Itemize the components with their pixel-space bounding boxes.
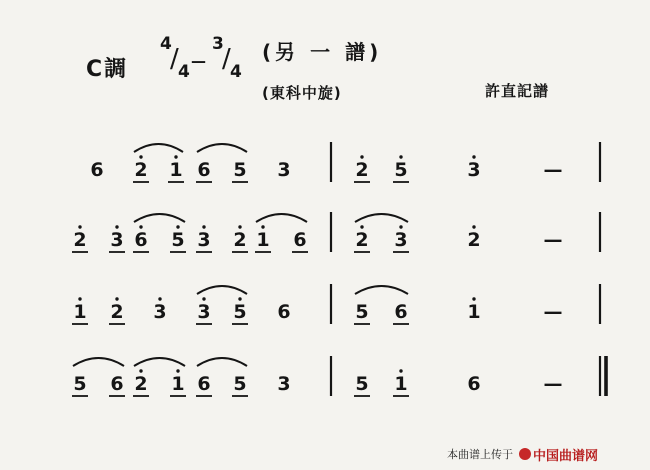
octave-dot	[202, 297, 205, 300]
note-6: 6	[293, 229, 307, 251]
note-5: 5	[171, 229, 185, 251]
note-2: 2	[355, 229, 369, 251]
octave-dot	[158, 297, 161, 300]
note-3: 3	[394, 229, 408, 251]
note-1: 1	[394, 373, 408, 395]
slur	[355, 214, 408, 222]
note-3: 3	[153, 301, 167, 323]
octave-dot	[115, 297, 118, 300]
recorder-credit: 許直記譜	[485, 82, 550, 100]
note-5: 5	[233, 159, 247, 181]
octave-dot	[472, 155, 475, 158]
key-signature: C調	[86, 57, 129, 82]
note-5: 5	[233, 373, 247, 395]
note-1: 1	[256, 229, 270, 251]
octave-dot	[399, 155, 402, 158]
origin-label: (東科中旋)	[262, 84, 342, 102]
logo-text: 中国曲谱网	[533, 448, 599, 464]
slur	[256, 214, 307, 222]
note-3: 3	[277, 373, 291, 395]
octave-dot	[139, 155, 142, 158]
meter-b-slash: /	[222, 44, 231, 74]
note-5: 5	[73, 373, 87, 395]
octave-dot	[176, 225, 179, 228]
note-1: 1	[467, 301, 481, 323]
note-5: 5	[355, 373, 369, 395]
octave-dot	[360, 225, 363, 228]
octave-dot	[176, 369, 179, 372]
octave-dot	[115, 225, 118, 228]
note-6: 6	[134, 229, 148, 251]
slur	[197, 358, 247, 366]
note-2: 2	[233, 229, 247, 251]
note-2: 2	[355, 159, 369, 181]
variant-label: (另 一 譜)	[262, 40, 383, 64]
slur	[134, 358, 185, 366]
note-1: 1	[169, 159, 183, 181]
note-3: 3	[277, 159, 291, 181]
octave-dot	[238, 225, 241, 228]
slur	[197, 144, 247, 152]
sustain-dash: —	[543, 159, 563, 181]
meter-a-slash: /	[170, 44, 179, 74]
octave-dot	[472, 297, 475, 300]
octave-dot	[78, 297, 81, 300]
slur	[73, 358, 124, 366]
sustain-dash: —	[543, 301, 563, 323]
note-6: 6	[197, 159, 211, 181]
note-2: 2	[134, 159, 148, 181]
upload-credit	[447, 445, 598, 463]
note-5: 5	[355, 301, 369, 323]
note-2: 2	[73, 229, 87, 251]
slur	[197, 286, 247, 294]
octave-dot	[472, 225, 475, 228]
note-3: 3	[110, 229, 124, 251]
octave-dot	[399, 225, 402, 228]
note-6: 6	[110, 373, 124, 395]
note-2: 2	[110, 301, 124, 323]
octave-dot	[139, 225, 142, 228]
meter-dash: —	[191, 52, 206, 70]
octave-dot	[202, 225, 205, 228]
note-2: 2	[467, 229, 481, 251]
note-6: 6	[467, 373, 481, 395]
note-6: 6	[394, 301, 408, 323]
octave-dot	[238, 297, 241, 300]
note-2: 2	[134, 373, 148, 395]
note-5: 5	[394, 159, 408, 181]
octave-dot	[261, 225, 264, 228]
meter-a-denominator: 4	[178, 62, 190, 82]
note-1: 1	[171, 373, 185, 395]
note-3: 3	[467, 159, 481, 181]
logo-mark-icon	[519, 448, 531, 460]
octave-dot	[139, 369, 142, 372]
note-3: 3	[197, 301, 211, 323]
slur	[134, 214, 185, 222]
note-6: 6	[90, 159, 104, 181]
meter-b-numerator: 3	[212, 34, 224, 54]
note-6: 6	[197, 373, 211, 395]
octave-dot	[399, 369, 402, 372]
sustain-dash: —	[543, 229, 563, 251]
octave-dot	[360, 155, 363, 158]
meter-b-denominator: 4	[230, 62, 242, 82]
note-5: 5	[233, 301, 247, 323]
site-logo	[519, 445, 598, 464]
sustain-dash: —	[543, 373, 563, 395]
octave-dot	[174, 155, 177, 158]
slur	[134, 144, 183, 152]
meter-a-numerator: 4	[160, 34, 172, 54]
note-1: 1	[73, 301, 87, 323]
note-6: 6	[277, 301, 291, 323]
note-3: 3	[197, 229, 211, 251]
slur	[355, 286, 408, 294]
upload-caption: 本曲谱上传于	[447, 448, 513, 461]
octave-dot	[78, 225, 81, 228]
